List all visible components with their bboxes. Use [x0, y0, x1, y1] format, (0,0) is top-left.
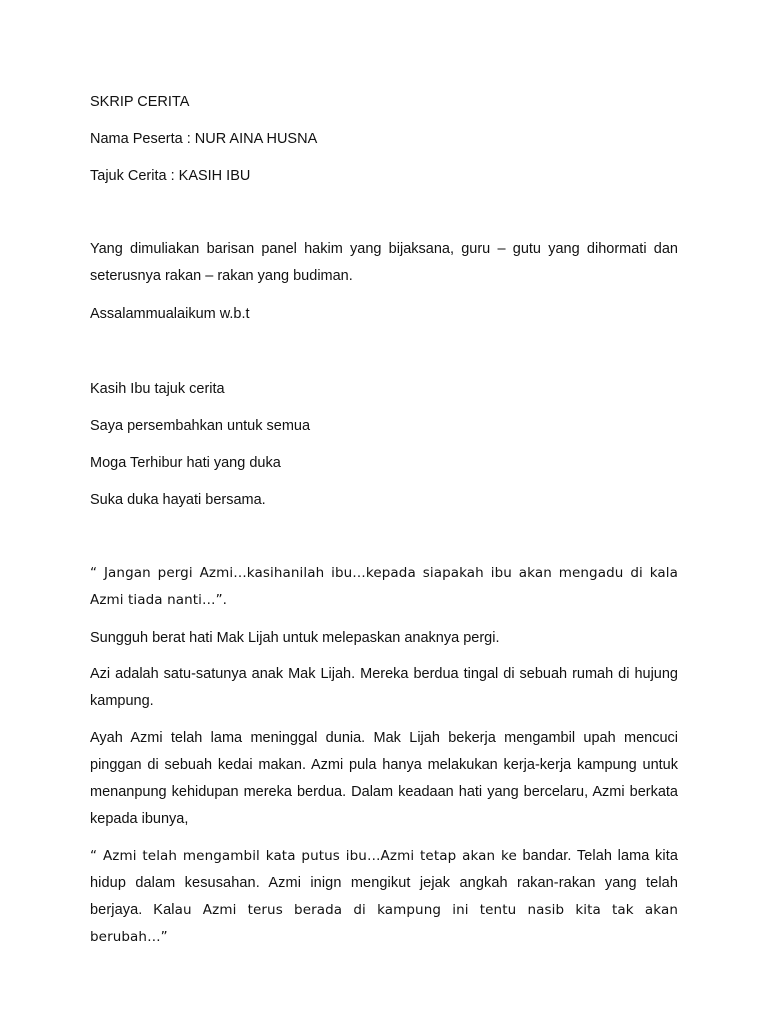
- quote-2-part-b: bandar. Telah lama kita hidup dalam kesusahan. Azmi inign mengikut jejak angkah rakan-rakan yang telah berjaya. Kal: [90, 848, 678, 918]
- verse-line-1: Kasih Ibu tajuk cerita: [90, 381, 225, 397]
- participant-name: Nama Peserta : NUR AINA HUSNA: [90, 131, 318, 147]
- story-quote-1: “ Jangan pergi Azmi…kasihanilah ibu…kepada siapakah ibu akan mengadu di kala Azmi tiada nanti…”.: [90, 565, 678, 608]
- story-paragraph-2: Azi adalah satu-satunya anak Mak Lijah. Mereka berdua tingal di sebuah rumah di hujung kampung.: [90, 666, 678, 709]
- quote-2-part-a: “ Azmi telah mengambil kata putus ibu…Azmi tetap akan ke: [90, 848, 517, 864]
- quote-2-part-c: au Azmi terus berada di kampung ini tentu nasib kita tak akan berubah…”: [90, 902, 678, 945]
- opening-greeting: Yang dimuliakan barisan panel hakim yang bijaksana, guru – gutu yang dihormati dan seterusnya rakan – rakan yang budiman.: [90, 241, 678, 284]
- story-quote-2: [90, 843, 678, 951]
- verse-line-4: Suka duka hayati bersama.: [90, 492, 266, 508]
- story-paragraph-1: Sungguh berat hati Mak Lijah untuk melepaskan anaknya pergi.: [90, 630, 500, 646]
- salam-greeting: Assalammualaikum w.b.t: [90, 306, 250, 322]
- verse-line-3: Moga Terhibur hati yang duka: [90, 455, 281, 471]
- verse-line-2: Saya persembahkan untuk semua: [90, 418, 311, 434]
- document-title: SKRIP CERITA: [90, 94, 190, 110]
- story-title: Tajuk Cerita : KASIH IBU: [90, 168, 251, 184]
- story-paragraph-3: Ayah Azmi telah lama meninggal dunia. Mak Lijah bekerja mengambil upah mencuci pinggan di sebuah kedai makan. Azmi pula hanya melakukan kerja-kerja kampung untuk menanpung kehidupan mereka berdua. Dalam keadaan hati yang bercelaru, Azmi berkata kepada ibunya,: [90, 730, 678, 827]
